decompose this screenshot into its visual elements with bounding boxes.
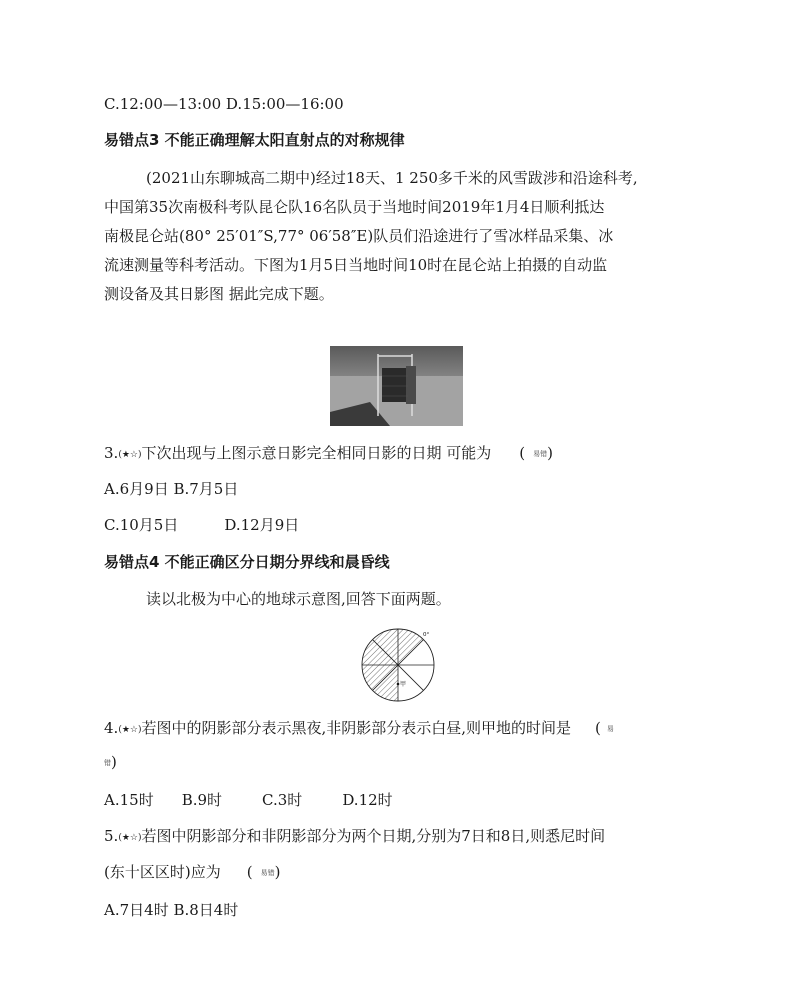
section4-intro: 读以北极为中心的地球示意图,回答下面两题。 (146, 590, 451, 608)
q3-option-d: D.12月9日 (224, 516, 300, 534)
q3-options-cd (104, 515, 299, 535)
q3-text: 下次出现与上图示意日影完全相同日影的日期 可能为 (141, 444, 492, 462)
q4-option-b: B.9时 (181, 791, 223, 809)
answer-paren-close: ) (111, 753, 117, 771)
q5-options-ab: A.7日4时 B.8日4时 (104, 901, 239, 919)
section3-heading: 易错点3 不能正确理解太阳直射点的对称规律 (104, 131, 405, 149)
answer-paren-close: ) (547, 444, 553, 462)
q5-stem-line2 (104, 862, 280, 883)
q4-stem (104, 718, 614, 740)
paragraph-line: 测设备及其日影图 据此完成下题。 (104, 285, 334, 303)
label-zero-degree: 0° (423, 632, 430, 638)
point-jia-marker (397, 683, 400, 686)
error-prone-tag: 错 (104, 759, 111, 767)
q4-option-c: C.3时 (262, 791, 303, 809)
q4-number: 4. (104, 719, 119, 737)
paragraph-line: 南极昆仑站(80° 25′01″S,77° 06′58″E)队员们沿途进行了雪冰样品采集、冰 (104, 227, 614, 245)
answer-paren-close: ) (274, 863, 281, 881)
q5-text-cont: (东十区区时)应为 (104, 863, 221, 881)
error-prone-tag: 易 (606, 725, 614, 733)
answer-paren-open: ( (595, 719, 601, 737)
section4-heading: 易错点4 不能正确区分日期分界线和晨昏线 (104, 553, 390, 571)
paragraph-line: 流速测量等科考活动。下图为1月5日当地时间10时在昆仑站上拍摄的自动监 (104, 256, 608, 274)
q3-option-c: C.10月5日 (104, 516, 179, 534)
error-prone-tag: 易错 (533, 450, 548, 458)
difficulty-stars-icon: (★☆) (118, 833, 142, 843)
q3-stem (104, 443, 553, 465)
error-prone-tag: 易错 (260, 869, 275, 877)
section3-paragraph (104, 164, 704, 309)
q4-option-d: D.12时 (342, 791, 393, 809)
answer-paren-open: ( (519, 444, 526, 462)
difficulty-stars-icon: (★☆) (118, 450, 142, 460)
q4-stem-line2 (104, 752, 117, 773)
q5-number: 5. (104, 827, 119, 845)
paragraph-line: (2021山东聊城高二期中)经过18天、1 250多千米的风雪跋涉和沿途科考, (146, 169, 638, 187)
q3-number: 3. (104, 444, 119, 462)
q5-text: 若图中阴影部分和非阴影部分为两个日期,分别为7日和8日,则悉尼时间 (141, 827, 606, 845)
q2-options-tail: C.12:00—13:00 D.15:00—16:00 (104, 95, 344, 113)
difficulty-stars-icon: (★☆) (118, 725, 142, 735)
q4-text: 若图中的阴影部分表示黑夜,非阴影部分表示白昼,则甲地的时间是 (141, 719, 572, 737)
polar-globe-diagram (360, 627, 436, 703)
label-jia: 甲 (400, 681, 407, 688)
q3-options-ab: A.6月9日 B.7月5日 (104, 480, 239, 498)
paragraph-line: 中国第35次南极科考队昆仑队16名队员于当地时间2019年1月4日顺利抵达 (104, 198, 605, 216)
answer-paren-open: ( (246, 863, 253, 881)
q5-stem (104, 826, 605, 848)
monitoring-equipment-photo (330, 346, 463, 426)
q4-options (104, 790, 393, 810)
q4-option-a: A.15时 (104, 791, 154, 809)
